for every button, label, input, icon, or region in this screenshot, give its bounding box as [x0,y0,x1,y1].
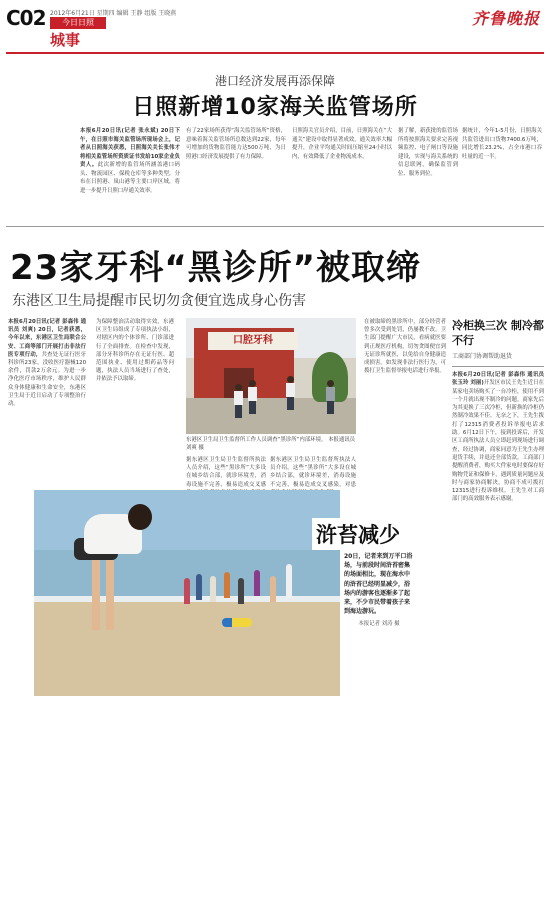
beachgoer-figure [184,578,190,604]
dateline: 2012年6月21日 星期四 编辑 王静 组版 王晓燕 [50,10,177,17]
black-clinic-photo [186,318,356,434]
story-divider [6,226,544,227]
story2-text: 据东港区卫生局卫生监督所执法人员介绍，这些“黑诊所”大多设在城乡结合部，就诊环境差，消毒设施不完善，极易造成交叉感 [186,457,266,488]
story3-body [344,552,414,630]
story2-text: 在被取缔的黑诊所中，部分经营者曾多次受到处罚，仍屡教不改。卫生部门提醒广大市民，看病就医要到正规医疗机构，切勿贪图便宜到无证诊所就医，以免给自身健康造成损害。如发现非法行医行为，可拨打卫生监督举报电话进行举报。 [364,319,446,375]
story2-headline: 23家牙科“黑诊所”被取缔 [10,248,422,288]
story2-text: 共查处无证行医牙科诊所23家，没收医疗器械120余件，罚款2万余元。为进一步净化医疗市场秩序，维护人民群众身体健康和生命安全，东港区卫生局于近日启动了专项整治行动。 [8,351,86,408]
clinic-building [194,328,294,398]
page-number: C02 [6,6,46,30]
story1-lead: 本报6月20日讯(记者 张永斌) 20日下午，在日照市海关监管场所现场会上，记者从日照海关获悉，日照海关关长张伟才将相关监管场所资质证书发给10家企业负责人。 [80,128,180,168]
beachgoer-figure [210,576,216,602]
story1-column [292,127,392,215]
story1-text: 日照海关官员介绍，目前，日照海关在“大通关”建设中取得显著成效，通关效率大幅提升，企业平均通关时间压缩至24小时以内，有效降低了企业物流成本。 [292,128,392,160]
clinic-sign: 口腔牙科 [208,332,298,350]
sidebar-subheadline: 工商部门协调帮助退货 [452,353,513,360]
beachgoer-figure [224,572,230,598]
story1-kicker: 港口经济发展再添保障 [214,74,335,88]
inspector-figure [326,380,335,414]
newspaper-logo: 齐鲁晚报 [471,9,540,28]
sidebar-body [452,371,544,741]
section-badge: 今日日照 [50,17,106,29]
story1-text: 此次新增的监管场所涵盖港口码头、物流园区、保税仓库等多种类型，分布在日照港、岚山港等主要口岸区域，将进一步提升日照口岸通关效率。 [80,162,180,194]
story3-headline: 浒苔减少 [312,518,404,550]
story3-text: 20日，记者来到万平口浴场，与前段时间浒苔密集的场面相比，现在海水中的浒苔已经明显减少，浴场内的游客也逐渐多了起来，不少市民带着孩子来到海边游玩。 [344,553,413,616]
photo-caption: 东港区卫生局卫生监督所工作人员调查“黑诊所”内部环境。 本报通讯员 刘爽 摄 [186,437,356,451]
sidebar-divider [452,366,544,367]
beachgoer-figure [196,574,202,600]
girl-figure [74,504,144,614]
beachgoer-figure [254,570,260,596]
page-header [0,0,550,56]
story1-headline: 日照新增10家海关监管场所 [132,95,418,120]
sidebar-text: 开发区市民王先生近日在某家电卖场购买了一台冷柜，使用不到一个月就出现不制冷的问题。商家先后为其更换了三次冷柜，但新换的冷柜仍然制冷效果不佳。无奈之下，王先生拨打了12315消费者投诉举报电话求助。6月12日下午，接到投诉后，开发区工商所执法人员立即赶到现场进行调查，经过协调，商家同意为王先生办理退货手续，并退还全部货款。工商部门提醒消费者，购买大件家电时要保存好购物凭证和保修卡，遇到质量问题应及时与商家协商解决，协商不成可拨打12315进行投诉维权。王先生对工商部门的高效服务表示感谢。 [452,380,544,503]
story1-column [186,127,286,215]
story1-column [80,127,180,215]
beachgoer-figure [286,564,292,598]
beachgoer-figure [238,578,244,604]
story2-column [96,318,174,490]
story2-column [186,456,266,490]
story1-text: 有了22家场所获得“海关监管场所”资格，意味着海关监管场所总数达到22家，每年可增加的货物监管能力达500万吨，为日照港口经济发展提供了有力保障。 [186,128,286,160]
story2-text: 为保障整治活动取得实效，东港区卫生局组成了专项执法小组，对辖区内的个体诊所、门诊部进行了全面排查。在检查中发现，部分牙科诊所存在无证行医、超范围执业、使用过期药品等问题，执法人员当场进行了查处，并依法予以取缔。 [96,319,174,383]
inspector-figure [248,380,257,414]
story1-text: 据统计，今年1-5月份，日照海关共监管进出口货物7400.6万吨，同比增长23.2%，占全市港口吞吐量的近一半。 [462,128,542,160]
story2-text: 据东港区卫生局卫生监督所执法人员介绍，这些“黑诊所”大多设在城乡结合部，就诊环境差，消毒设施不完善，极易造成交叉感染，对患 [270,457,356,488]
header-divider [6,52,544,54]
story3-byline: 本报记者 刘涛 摄 [358,621,400,628]
inspector-figure [286,376,295,410]
sand [34,602,340,696]
story2-column [270,456,356,490]
sidebar-story [452,318,544,741]
story2-column [8,318,86,490]
story2-subheadline: 东港区卫生局提醒市民切勿贪便宜选成身心伤害 [12,293,306,309]
inspector-figure [234,384,243,418]
bottle-cap [222,618,232,627]
story1-column [462,127,542,215]
beach-photo [34,490,340,696]
section-title: 城事 [50,31,81,49]
story2-lead: 本报6月20日讯(记者 彭森伟 通讯员 刘爽) 20日，记者获悉，今年以来，东港区卫生局联合公安、工商等部门开展打击非法行医专项行动， [8,319,86,358]
story2-column [364,318,446,490]
story1-text: 据了解，新获批的监管场所将按照海关要求完善视频监控、电子闸口等设施建设，实现与海关系统的信息联网，确保监管到位、服务到位。 [398,128,458,177]
sidebar-headline: 冷柜换三次 制冷都不行 [452,319,544,347]
story1-column [398,127,458,215]
beachgoer-figure [270,576,276,602]
sidebar-lead: 本报6月20日讯(记者 彭森伟 通讯员 张玉玲 刘丽) [452,372,544,387]
